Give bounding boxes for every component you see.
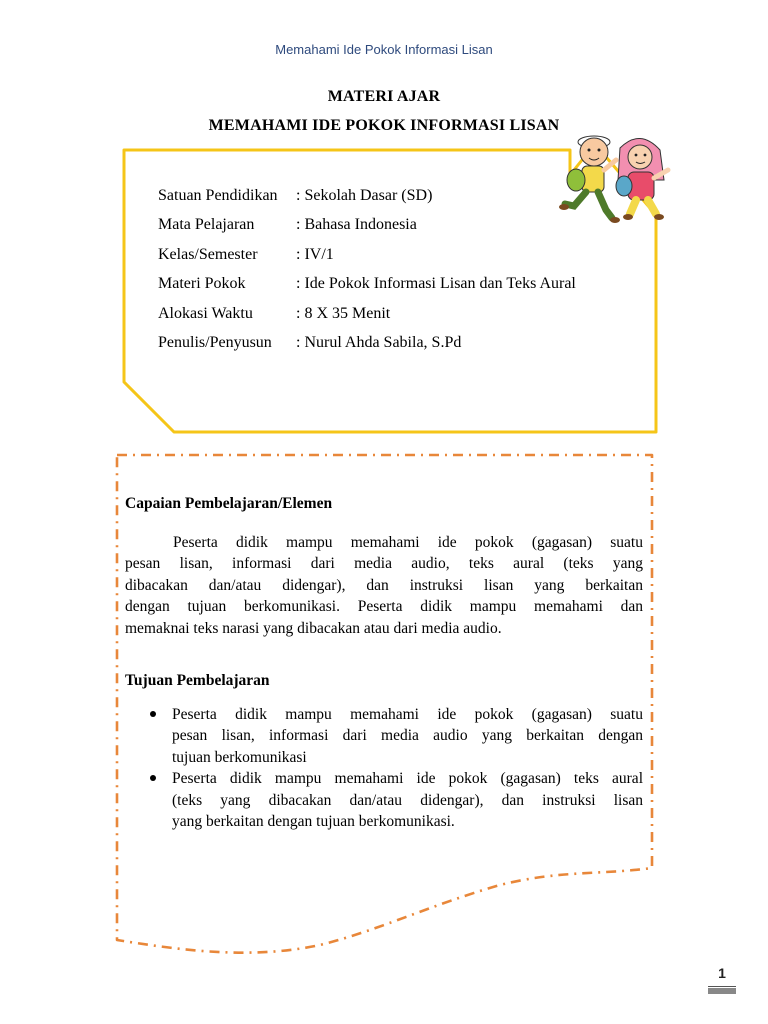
document-subtitle: MEMAHAMI IDE POKOK INFORMASI LISAN [208, 117, 560, 134]
document-title: MATERI AJAR [327, 88, 441, 105]
bullet-icon [150, 711, 156, 717]
info-value: : Ide Pokok Informasi Lisan dan Teks Aural [296, 275, 576, 293]
list-item-line: yang berkaitan dengan tujuan berkomunikasi. [172, 812, 455, 830]
info-label: Penulis/Penyusun [158, 334, 272, 352]
running-header: Memahami Ide Pokok Informasi Lisan [275, 42, 493, 57]
page-number: 1 [718, 965, 726, 981]
paragraph-line: Peserta didik mampu memahami ide pokok (gagasan) suatu [173, 534, 643, 551]
list-item-line: pesan lisan, informasi dari media audio yang berkaitan dengan [172, 727, 643, 745]
info-value: : Sekolah Dasar (SD) [296, 187, 433, 204]
info-value: : 8 X 35 Menit [296, 304, 391, 322]
tujuan-list [148, 704, 643, 832]
list-item-line: Peserta didik mampu memahami ide pokok (gagasan) suatu [172, 706, 643, 723]
list-item-line: Peserta didik mampu memahami ide pokok (gagasan) teks aural [172, 770, 643, 788]
bullet-icon [150, 775, 156, 781]
info-label: Kelas/Semester [158, 245, 258, 263]
info-label: Mata Pelajaran [158, 216, 255, 234]
info-value: : Bahasa Indonesia [296, 216, 417, 234]
page-number-rule [708, 986, 736, 987]
list-item-line: tujuan berkomunikasi [172, 748, 307, 766]
tujuan-heading: Tujuan Pembelajaran [125, 672, 270, 689]
paragraph-line: dibacakan dan/atau didengar), dan instruksi lisan yang berkaitan [125, 576, 643, 594]
list-item-line: (teks yang dibacakan dan/atau didengar), dan instruksi lisan [172, 791, 643, 809]
info-value: : IV/1 [296, 245, 334, 263]
info-value: : Nurul Ahda Sabila, S.Pd [296, 334, 462, 352]
info-label: Satuan Pendidikan [158, 187, 278, 204]
capaian-heading: Capaian Pembelajaran/Elemen [125, 495, 333, 512]
paragraph-line: memaknai teks narasi yang dibacakan atau dari media audio. [125, 619, 502, 637]
paragraph-line: dengan tujuan berkomunikasi. Peserta didik mampu memahami dan [125, 598, 643, 616]
page-number-bar [708, 988, 736, 994]
list-item [148, 704, 643, 768]
list-item [148, 768, 643, 832]
capaian-paragraph [125, 532, 643, 639]
info-label: Materi Pokok [158, 275, 246, 293]
paragraph-line: pesan lisan, informasi dari media audio, teks aural (teks yang [125, 555, 643, 573]
info-label: Alokasi Waktu [158, 304, 253, 322]
